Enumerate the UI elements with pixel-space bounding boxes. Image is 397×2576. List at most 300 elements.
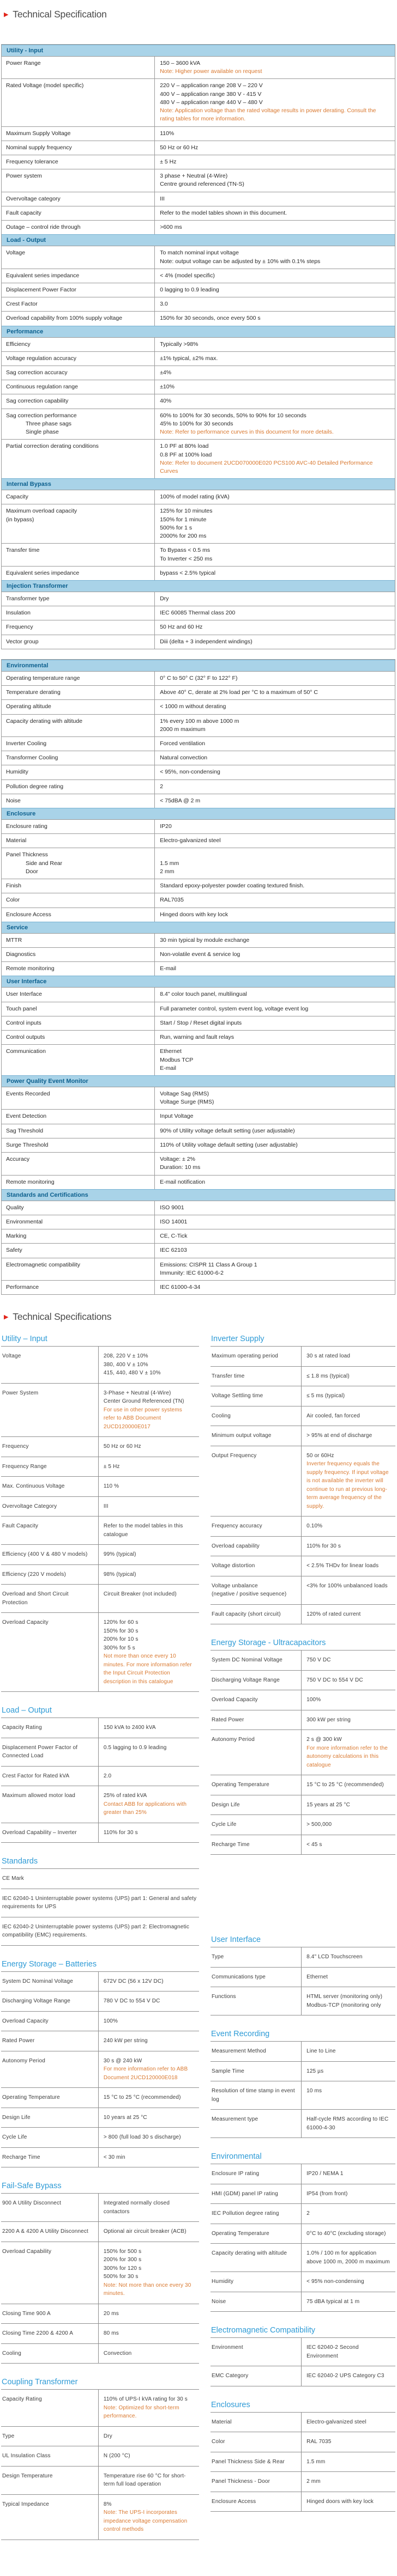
spec-label-line: Rated Power bbox=[212, 1716, 244, 1723]
spec-label-line: Overload Capacity bbox=[2, 1619, 49, 1626]
spec-label-line: Voltage regulation accuracy bbox=[6, 355, 76, 362]
spec-row bbox=[2, 765, 395, 779]
spec-label bbox=[210, 1556, 301, 1576]
spec-value-line: Hinged doors with key lock bbox=[160, 911, 228, 918]
section-heading: Utility – Input bbox=[2, 1335, 47, 1344]
spec-label-line: Design Life bbox=[212, 1801, 240, 1808]
spec-value bbox=[155, 409, 395, 440]
column-section bbox=[210, 2152, 395, 2312]
spec-label-line: Crest Factor for Rated kVA bbox=[2, 1773, 70, 1779]
spec-row bbox=[2, 780, 395, 794]
spec-label bbox=[2, 169, 155, 191]
spec-label bbox=[210, 2338, 301, 2366]
spec-label bbox=[2, 820, 155, 833]
spec-row bbox=[210, 1671, 395, 1691]
spec-note-line: For more information refer to ABB Document 2UCD120000E018 bbox=[103, 2066, 188, 2081]
spec-label bbox=[210, 2224, 301, 2244]
page-title bbox=[4, 9, 395, 20]
spec-label-line: System DC Nominal Voltage bbox=[2, 1978, 73, 1984]
column-section bbox=[210, 2030, 395, 2138]
spec-label-line: Functions bbox=[212, 1994, 236, 2000]
spec-value-line: Typically >98% bbox=[160, 340, 198, 348]
spec-value bbox=[98, 2390, 199, 2426]
spec-label-line: Max. Continuous Voltage bbox=[2, 1483, 65, 1490]
spec-value-line: 75 dBA typical at 1 m bbox=[306, 2298, 360, 2305]
spec-label-line: Sample Time bbox=[212, 2068, 245, 2074]
spec-value-line: Natural convection bbox=[160, 754, 208, 762]
spec-row bbox=[2, 1243, 395, 1257]
spec-label bbox=[1, 1823, 98, 1843]
spec-value bbox=[155, 1244, 395, 1257]
spec-label-line: System DC Nominal Voltage bbox=[212, 1657, 282, 1664]
spec-row bbox=[210, 2184, 395, 2204]
spec-value bbox=[155, 893, 395, 907]
spec-value bbox=[155, 544, 395, 565]
spec-value-line: 30 s @ 240 kW bbox=[103, 2057, 142, 2064]
spec-label bbox=[2, 1016, 155, 1030]
spec-value-line: 220 V – application range 208 V – 220 V bbox=[160, 82, 263, 89]
spec-value bbox=[155, 155, 395, 169]
spec-value-line: Refer to the model tables in this catalogue bbox=[103, 1523, 183, 1538]
spec-value bbox=[301, 1690, 395, 1710]
spec-value-line: E-mail notification bbox=[160, 1178, 206, 1185]
spec-value-line: To Inverter < 250 ms bbox=[160, 555, 213, 562]
spec-value-line: 240 kW per string bbox=[103, 2038, 148, 2044]
spec-label-line: Rated Voltage (model specific) bbox=[6, 82, 84, 89]
spec-label bbox=[2, 1176, 155, 1189]
spec-value-line: IEC 62040-2 Second Environment bbox=[306, 2344, 359, 2359]
spec-label bbox=[2, 57, 155, 78]
spec-label bbox=[2, 1124, 155, 1138]
spec-value-line: < 95% non-condensing bbox=[306, 2279, 364, 2285]
spec-value-line: Electro-galvanized steel bbox=[160, 837, 221, 844]
spec-row bbox=[210, 1835, 395, 1855]
spec-value bbox=[155, 592, 395, 606]
spec-value bbox=[301, 2413, 395, 2432]
section-table bbox=[1, 1971, 199, 2168]
spec-row bbox=[210, 2042, 395, 2062]
spec-value-line: 110% bbox=[160, 130, 175, 137]
spec-row bbox=[1, 1347, 199, 1384]
spec-value bbox=[155, 283, 395, 297]
spec-label-line: Panel Thickness Side & Rear bbox=[212, 2458, 285, 2465]
section-header: Standards and Certifications bbox=[2, 1189, 395, 1201]
spec-value-line: IP54 (from front) bbox=[306, 2190, 348, 2197]
spec-value-line: 25% of rated kVA bbox=[103, 1793, 147, 1799]
spec-value bbox=[155, 312, 395, 325]
spec-value bbox=[155, 988, 395, 1001]
spec-label bbox=[210, 2366, 301, 2386]
spec-value bbox=[155, 794, 395, 808]
spec-label-line: Cycle Life bbox=[2, 2134, 27, 2141]
spec-label bbox=[210, 1651, 301, 1670]
spec-value-line: < 30 min bbox=[103, 2154, 125, 2160]
spec-label bbox=[1, 2495, 98, 2540]
spec-value bbox=[155, 1110, 395, 1123]
spec-note-line: Note: Refer to performance curves in this document for more details. bbox=[160, 429, 334, 436]
spec-label-line: Frequency accuracy bbox=[212, 1523, 262, 1530]
spec-label bbox=[2, 127, 155, 141]
spec-label-line: Equivalent series impedance bbox=[6, 272, 80, 279]
spec-value-line: Duration: 10 ms bbox=[160, 1164, 201, 1171]
spec-value bbox=[301, 1671, 395, 1690]
spec-value-line: Emissions: CISPR 11 Class A Group 1 bbox=[160, 1261, 257, 1268]
spec-value bbox=[301, 1651, 395, 1670]
spec-value-line: <3% for 100% unbalanced loads bbox=[306, 1582, 388, 1589]
spec-value-line: 200% for 10 s bbox=[103, 1636, 139, 1643]
spec-value-line: 2 mm bbox=[160, 868, 175, 875]
spec-label-line: Operating Temperature bbox=[212, 2230, 269, 2237]
two-column-specs bbox=[1, 1335, 395, 2554]
section-header: Enclosure bbox=[2, 808, 395, 819]
spec-row bbox=[210, 2204, 395, 2224]
spec-value-line: RAL 7035 bbox=[306, 2439, 332, 2445]
spec-value-line: > 95% at end of discharge bbox=[306, 1433, 372, 1439]
spec-value-line: 400 V – application range 380 V - 415 V bbox=[160, 90, 262, 98]
spec-row bbox=[2, 848, 395, 879]
spec-label bbox=[2, 1110, 155, 1123]
spec-value bbox=[155, 879, 395, 893]
spec-label bbox=[2, 620, 155, 634]
section-table bbox=[210, 1346, 395, 1624]
spec-value bbox=[301, 1347, 395, 1366]
spec-label bbox=[2, 592, 155, 606]
spec-value-line: 150% for 500 s bbox=[103, 2248, 142, 2255]
spec-label bbox=[1, 2088, 98, 2108]
spec-label-line: Color bbox=[212, 2439, 225, 2445]
spec-row bbox=[1, 2344, 199, 2364]
spec-label-line: Transfer time bbox=[6, 547, 40, 554]
spec-value bbox=[301, 2164, 395, 2184]
spec-value-line: 1.5 mm bbox=[306, 2458, 326, 2465]
spec-value-line: Voltage: ± 2% bbox=[160, 1156, 195, 1163]
spec-label-line: Material bbox=[6, 837, 27, 844]
spec-label bbox=[2, 672, 155, 685]
spec-label bbox=[1, 2012, 98, 2031]
spec-label-line: Operating Temperature bbox=[2, 2094, 60, 2101]
spec-label-line: Operating temperature range bbox=[6, 674, 80, 681]
spec-label bbox=[210, 1690, 301, 1710]
spec-row bbox=[2, 566, 395, 580]
spec-value-line: Ethernet bbox=[306, 1974, 328, 1980]
section-header: User Interface bbox=[2, 976, 395, 987]
spec-value bbox=[155, 169, 395, 191]
spec-row bbox=[210, 1386, 395, 1406]
spec-row bbox=[2, 592, 395, 606]
spec-row bbox=[2, 893, 395, 907]
spec-value bbox=[98, 2148, 199, 2167]
spec-label-line: Design Temperature bbox=[2, 2473, 53, 2479]
spec-value bbox=[301, 1775, 395, 1795]
spec-value-line: Refer to the model tables shown in this document. bbox=[160, 209, 287, 216]
spec-value bbox=[301, 1406, 395, 1426]
spec-value-line: 150% for 1 minute bbox=[160, 516, 207, 523]
spec-note-line: For more information refer to the autonomy calculations in this catalogue bbox=[306, 1745, 388, 1768]
spec-label bbox=[2, 312, 155, 325]
spec-value bbox=[155, 1153, 395, 1174]
spec-value-line: 0.10% bbox=[306, 1523, 323, 1530]
section-table bbox=[210, 2041, 395, 2138]
spec-value bbox=[98, 1545, 199, 1564]
section-heading: Enclosures bbox=[211, 2400, 250, 2409]
column-section bbox=[1, 1857, 199, 1946]
spec-value bbox=[155, 948, 395, 961]
spec-row bbox=[210, 2366, 395, 2386]
spec-row bbox=[2, 1215, 395, 1229]
section-heading: Energy Storage - Ultracapacitors bbox=[211, 1639, 326, 1648]
spec-row bbox=[2, 1201, 395, 1215]
spec-label-line: EMC Category bbox=[212, 2373, 249, 2379]
spec-row bbox=[1, 2031, 199, 2051]
spec-table-block bbox=[1, 44, 395, 649]
spec-value bbox=[155, 765, 395, 779]
spec-row bbox=[2, 439, 395, 478]
spec-value-line: 80 ms bbox=[103, 2330, 119, 2337]
spec-value-line: < 95%, non-condensing bbox=[160, 769, 220, 776]
spec-value bbox=[98, 1613, 199, 1691]
spec-label-line: Nominal supply frequency bbox=[6, 144, 72, 151]
spec-label bbox=[2, 1281, 155, 1294]
spec-value bbox=[301, 2081, 395, 2109]
section-table bbox=[210, 2337, 395, 2386]
spec-value bbox=[301, 1446, 395, 1517]
spec-value-line: Full parameter control, system event log, voltage event log bbox=[160, 1005, 309, 1012]
spec-value bbox=[98, 1565, 199, 1585]
spec-value bbox=[301, 2366, 395, 2386]
spec-value-line: III bbox=[160, 195, 165, 202]
spec-note-line: For use in other power systems refer to ABB Document 2UCD120000E017 bbox=[103, 1406, 182, 1430]
spec-row bbox=[2, 620, 395, 634]
spec-value-line: < 1000 m without derating bbox=[160, 703, 226, 710]
spec-value bbox=[301, 2062, 395, 2081]
spec-label-line: Voltage bbox=[6, 249, 26, 257]
spec-value bbox=[301, 2110, 395, 2137]
spec-label bbox=[2, 297, 155, 311]
spec-row bbox=[2, 1030, 395, 1044]
spec-label-line: Design Life bbox=[2, 2114, 31, 2121]
spec-label bbox=[2, 780, 155, 794]
spec-value-line: ± 5 Hz bbox=[160, 158, 177, 165]
spec-note-line: Inverter frequency equals the supply frequency. If input voltage is not available the inverter will continue to run at previous long-term average frequency of the supply. bbox=[306, 1461, 389, 1509]
spec-label-line: Cooling bbox=[2, 2350, 21, 2356]
spec-row bbox=[210, 1367, 395, 1387]
spec-row bbox=[2, 1044, 395, 1075]
spec-value-line: 300% for 5 s bbox=[103, 1645, 135, 1651]
spec-value-line: Voltage Surge (RMS) bbox=[160, 1099, 214, 1106]
spec-label bbox=[2, 879, 155, 893]
spec-label-line: Enclosure rating bbox=[6, 823, 47, 830]
spec-label-line: Performance bbox=[6, 1284, 39, 1291]
section-heading: Event Recording bbox=[211, 2030, 270, 2039]
spec-label-line: Touch panel bbox=[6, 1005, 37, 1012]
spec-label-line: Fault capacity (short circuit) bbox=[212, 1611, 281, 1617]
section-header: Utility - Input bbox=[2, 45, 395, 56]
spec-label-line: Type bbox=[2, 2433, 15, 2439]
spec-row bbox=[1, 1767, 199, 1787]
spec-value-line: 1.0 PF at 80% load bbox=[160, 443, 209, 450]
spec-value-line: ±10% bbox=[160, 383, 175, 391]
spec-label-line: Remote monitoring bbox=[6, 965, 55, 972]
spec-value bbox=[155, 934, 395, 947]
spec-value-line: 380, 400 V ± 10% bbox=[103, 1361, 148, 1368]
spec-value bbox=[155, 490, 395, 504]
spec-row bbox=[1, 1972, 199, 1992]
spec-value bbox=[98, 1384, 199, 1437]
spec-value bbox=[98, 2012, 199, 2031]
spec-label bbox=[210, 1605, 301, 1624]
spec-value-line: 200% for 300 s bbox=[103, 2257, 142, 2263]
spec-row bbox=[2, 685, 395, 699]
spec-value bbox=[155, 606, 395, 620]
spec-label-line: Efficiency bbox=[6, 340, 31, 348]
spec-value-line: Air cooled, fan forced bbox=[306, 1412, 360, 1419]
spec-value bbox=[301, 1815, 395, 1835]
spec-value bbox=[98, 1972, 199, 1992]
section-heading: Inverter Supply bbox=[211, 1335, 264, 1344]
spec-label-line: Temperature derating bbox=[6, 689, 61, 696]
spec-row bbox=[2, 1002, 395, 1016]
spec-value bbox=[301, 1426, 395, 1446]
spec-note-line: Note: Not more than once every 30 minutes. bbox=[103, 2282, 191, 2297]
spec-value-line: 1.5 mm bbox=[160, 860, 179, 867]
spec-value bbox=[301, 1795, 395, 1815]
spec-value-line: 99% (typical) bbox=[103, 1551, 136, 1558]
specs-right-column bbox=[210, 1335, 395, 2526]
spec-value bbox=[155, 700, 395, 714]
spec-value bbox=[155, 567, 395, 580]
spec-label bbox=[1, 2467, 98, 2494]
spec-row bbox=[210, 2244, 395, 2272]
spec-value-line: Dry bbox=[160, 595, 169, 602]
spec-value-line: 300% for 120 s bbox=[103, 2265, 142, 2271]
spec-label bbox=[2, 1031, 155, 1044]
spec-label bbox=[1, 1347, 98, 1383]
spec-label-line: Environmental bbox=[6, 1218, 43, 1225]
spec-row bbox=[2, 671, 395, 685]
spec-value-line: 2.0 bbox=[103, 1773, 112, 1779]
spec-value-line: Diii (delta + 3 independent windings) bbox=[160, 638, 252, 645]
spec-row bbox=[2, 819, 395, 833]
spec-value-line: 2000% for 200 ms bbox=[160, 533, 207, 540]
arrow-bullet-icon: ▶ bbox=[4, 1314, 9, 1321]
spec-label-line: Power Range bbox=[6, 60, 41, 66]
spec-label bbox=[210, 2292, 301, 2312]
spec-value-line: 90% of Utility voltage default setting (user adjustable) bbox=[160, 1127, 295, 1134]
spec-value-line: ≤ 1.8 ms (typical) bbox=[306, 1373, 350, 1379]
spec-value-line: < 4% (model specific) bbox=[160, 272, 215, 279]
spec-row bbox=[210, 2224, 395, 2244]
spec-label-line: IEC Pollution degree rating bbox=[212, 2210, 279, 2217]
section-table bbox=[210, 2412, 395, 2512]
spec-label bbox=[1, 2194, 98, 2221]
spec-value bbox=[301, 2472, 395, 2492]
spec-label-line: Overload Capability – Inverter bbox=[2, 1829, 77, 1836]
spec-label-line: Frequency bbox=[2, 1444, 29, 1450]
spec-label bbox=[210, 1710, 301, 1730]
spec-label-line: Capacity Rating bbox=[2, 2396, 42, 2403]
spec-value-line: 1% every 100 m above 1000 m bbox=[160, 717, 239, 724]
spec-value bbox=[155, 57, 395, 78]
spec-value bbox=[98, 2051, 199, 2088]
spec-row bbox=[2, 1258, 395, 1280]
spec-value-line: 500% for 1 s bbox=[160, 524, 193, 531]
spec-value-line: 100% bbox=[103, 2018, 118, 2024]
spec-label-line: Sag correction capability bbox=[6, 398, 69, 405]
spec-label-line: Voltage distortion bbox=[212, 1563, 255, 1569]
spec-label-subline: Door bbox=[26, 868, 38, 875]
spec-row bbox=[2, 987, 395, 1001]
spec-row bbox=[2, 169, 395, 191]
spec-value-line: ±4% bbox=[160, 369, 172, 376]
spec-row bbox=[2, 1087, 395, 1109]
spec-value-line: IEC 61000-4-34 bbox=[160, 1284, 201, 1291]
spec-row bbox=[2, 751, 395, 765]
spec-value-line: 0 lagging to 0.9 leading bbox=[160, 286, 219, 293]
spec-label-line: Diagnostics bbox=[6, 951, 36, 958]
spec-label-line: Autonomy Period bbox=[212, 1737, 255, 1743]
spec-label-line: Measurement type bbox=[212, 2116, 258, 2123]
spec-label bbox=[1, 2427, 98, 2446]
standards-row: CE Mark bbox=[1, 1869, 199, 1889]
spec-value-line: Standard epoxy-polyester powder coating textured finish. bbox=[160, 882, 305, 890]
spec-label bbox=[1, 2222, 98, 2242]
spec-value bbox=[155, 1124, 395, 1138]
spec-label bbox=[2, 1045, 155, 1075]
spec-value bbox=[98, 1786, 199, 1823]
spec-row bbox=[210, 2081, 395, 2110]
spec-value-line: Run, warning and fault relays bbox=[160, 1034, 234, 1041]
spec-row bbox=[2, 141, 395, 155]
spec-label bbox=[2, 221, 155, 234]
spec-label-line: Humidity bbox=[6, 769, 28, 776]
spec-label bbox=[2, 380, 155, 394]
spec-value-line: 780 V DC to 554 V DC bbox=[103, 1998, 160, 2005]
spec-row bbox=[2, 699, 395, 714]
spec-value-line: N (200 °C) bbox=[103, 2453, 130, 2459]
spec-value bbox=[301, 2272, 395, 2292]
spec-label bbox=[2, 1002, 155, 1016]
section-header: Performance bbox=[2, 326, 395, 337]
spec-value-line: 150% for 30 seconds, once every 500 s bbox=[160, 315, 261, 322]
section-table bbox=[210, 1650, 395, 1855]
spec-label-line: Enclosure Access bbox=[6, 911, 51, 918]
spec-value bbox=[98, 1497, 199, 1517]
spec-value bbox=[98, 2128, 199, 2147]
spec-value-line: Immunity: IEC 61000-6-2 bbox=[160, 1269, 224, 1276]
spec-label-line: Continuous regulation range bbox=[6, 383, 78, 391]
spec-label bbox=[1, 1738, 98, 1766]
spec-value-line: Modbus TCP bbox=[160, 1056, 194, 1063]
spec-value bbox=[98, 2324, 199, 2343]
spec-row bbox=[210, 2472, 395, 2492]
spec-row bbox=[2, 206, 395, 220]
spec-row bbox=[1, 2495, 199, 2540]
spec-label-line: Overload Capability bbox=[2, 2248, 52, 2255]
spec-row bbox=[2, 192, 395, 206]
spec-label-line: Maximum Supply Voltage bbox=[6, 130, 71, 137]
column-section bbox=[1, 2182, 199, 2364]
spec-label bbox=[210, 1987, 301, 2015]
spec-value bbox=[155, 380, 395, 394]
spec-row bbox=[1, 1718, 199, 1738]
spec-row bbox=[210, 2432, 395, 2452]
spec-row bbox=[2, 311, 395, 325]
spec-label bbox=[2, 1229, 155, 1243]
spec-label-line: Transfer time bbox=[212, 1373, 245, 1379]
spec-label-line: Minimum output voltage bbox=[212, 1433, 272, 1439]
spec-label bbox=[1, 2148, 98, 2167]
spec-row bbox=[210, 2492, 395, 2512]
